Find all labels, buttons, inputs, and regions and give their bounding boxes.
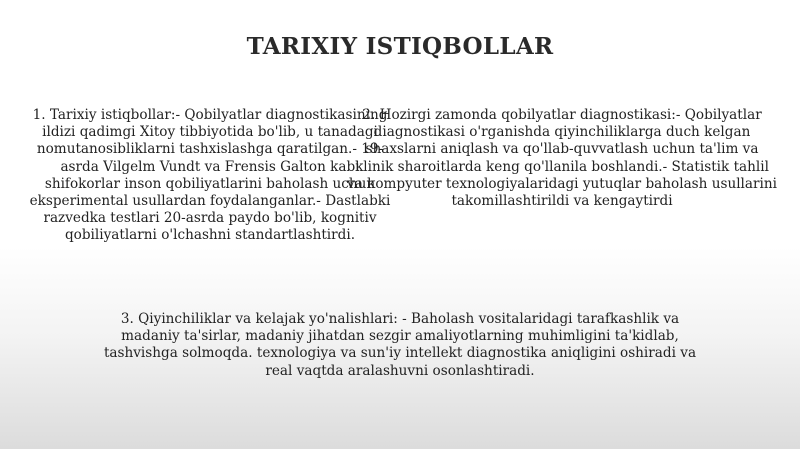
slide-title: TARIXIY ISTIQBOLLAR [246, 33, 554, 60]
section-modern-diagnostics: 2. Hozirgi zamonda qobilyatlar diagnostikasi:- Qobilyatlar diagnostikasi o'rganishda qiyinchiliklarga duch kelgan shaxslarni aniqlash va qo'llab-quvvatlash uchun ta'lim va klinik sharoitlarda keng qo'llanila boshlandi.- Statistik tahlil va kompyuter texnologiyalaridagi yutuqlar baholash usullarini takomillashtirildi va kengaytirdi [347, 107, 777, 210]
section-historical-perspectives: 1. Tarixiy istiqbollar:- Qobilyatlar diagnostikasining ildizi qadimgi Xitoy tibbiyotida bo'lib, u tanadagi nomutanosibliklarni tashxislashga qaratilgan.- 19-asrda Vilgelm Vundt va Frensis Galton kabi shifokorlar inson qobiliyatlarini baholash uchun eksperimental usullardan foydalanganlar.- Dastlabki razvedka testlari 20-asrda paydo bo'lib, kognitiv qobiliyatlarni o'lchashni standartlashtirdi. [29, 107, 391, 244]
section-challenges-future: 3. Qiyinchiliklar va kelajak yo'nalishlari: - Baholash vositalaridagi tarafkashlik va madaniy ta'sirlar, madaniy jihatdan sezgir amaliyotlarning muhimligini ta'kidlab, tashvishga solmoqda. texnologiya va sun'iy intellekt diagnostika aniqligini oshiradi va real vaqtda aralashuvni osonlashtiradi. [103, 311, 697, 379]
